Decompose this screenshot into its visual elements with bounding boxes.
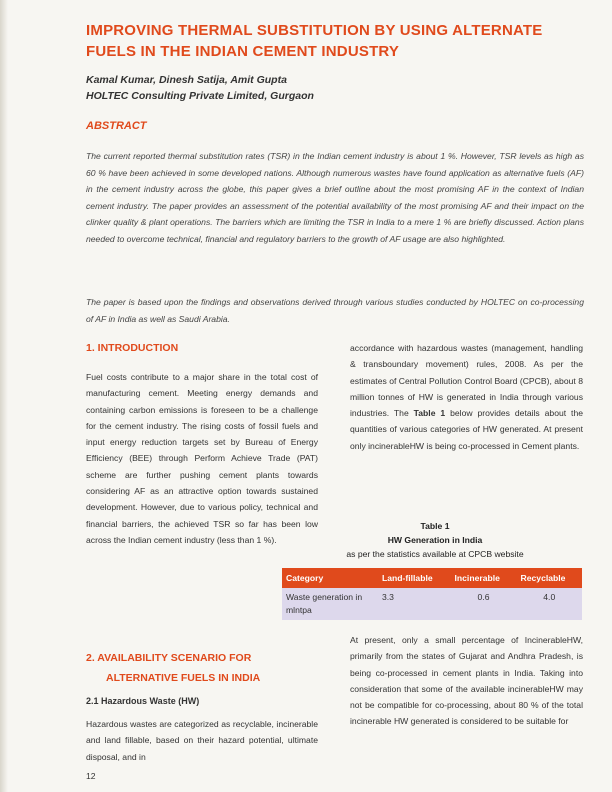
table-caption xyxy=(300,519,570,561)
affiliation: HOLTEC Consulting Private Limited, Gurgaon xyxy=(86,90,314,102)
right-column-text xyxy=(350,340,583,454)
availability-heading xyxy=(86,648,326,688)
hw-text: Hazardous wastes are categorized as recyclable, incinerable and land fillable, based on their hazard potential, ultimate disposal, and in xyxy=(86,719,318,762)
abstract-text: The current reported thermal substitution rates (TSR) in the Indian cement industry is about 1 %. However, TSR levels as high as 60 % have been achieved in some developed nations. Although numerous wastes have found application as alternative fuels (AF) in the cement industry across the globe, this paper gives a brief outline about the most promising AF in the context of Indian cement industry. The paper provides an assessment of the potential availability of the most promising AF and their impact on the clinker quality & plant operations. The barriers which are limiting the TSR in India to a mere 1 % are briefly discussed. Action plans needed to overcome technical, financial and regulatory barriers to the growth of AF usage are also highlighted. xyxy=(86,151,584,244)
table-header-cell: Category xyxy=(282,568,378,588)
right-text-a: accordance with hazardous wastes (management, handling & transboundary movement) rules, 2008. As per the estimates of Central Pollution Control Board (CPCB), about 8 million tonnes of HW is generated in India through various industries. The xyxy=(350,343,583,419)
intro-text: Fuel costs contribute to a major share in the total cost of manufacturing cement. Meeting energy demands and containing carbon emissions is foreseen to be a challenge for the cement industry. The rising costs of fossil fuels and input energy reduction targets set by Bureau of Energy Efficiency (BEE) through Perform Achieve Trade (PAT) scheme are further pushing cement plants towards considering AF as an attractive option towards sustained development. However, due to various policy, technical and financial barriers, the achieved TSR so far has been low across the Indian cement industry (less than 1 %). xyxy=(86,372,318,545)
abstract-heading: ABSTRACT xyxy=(86,120,147,132)
paper-title: IMPROVING THERMAL SUBSTITUTION BY USING ALTERNATE FUELS IN THE INDIAN CEMENT INDUSTRY xyxy=(86,22,543,60)
table-caption-source: as per the statistics available at CPCB website xyxy=(346,549,524,559)
hw-subheading: 2.1 Hazardous Waste (HW) xyxy=(86,696,200,706)
availability-heading-line1: 2. AVAILABILITY SCENARIO FOR xyxy=(86,652,252,664)
basis-text: The paper is based upon the findings and observations derived through various studies conducted by HOLTEC on co-processing of AF in India as well as Saudi Arabia. xyxy=(86,297,584,324)
authors: Kamal Kumar, Dinesh Satija, Amit Gupta xyxy=(86,74,287,86)
table-cell: Waste generation in mlntpa xyxy=(282,588,378,620)
table-cell: 0.6 xyxy=(451,588,517,620)
table-row xyxy=(282,588,582,620)
table-cell: 4.0 xyxy=(517,588,582,620)
author-block xyxy=(86,72,566,104)
availability-heading-line2: ALTERNATIVE FUELS IN INDIA xyxy=(106,672,261,684)
table-header-cell: Land-fillable xyxy=(378,568,451,588)
intro-heading: 1. INTRODUCTION xyxy=(86,342,179,354)
right-text-b: below provides details about the quantities of various categories of HW generated. At present only incinerableHW is being co-processed in Cement plants. xyxy=(350,408,584,451)
table-header-cell: Incinerable xyxy=(451,568,517,588)
table-caption-title: HW Generation in India xyxy=(387,535,483,545)
table-caption-number: Table 1 xyxy=(420,521,450,531)
right-column-text-2: At present, only a small percentage of IncinerableHW, primarily from the states of Gujarat and Andhra Pradesh, is being co-processed in cement plants in India. Taking into consideration that some of the available incinerableHW may not be compatible for co-processing, about 80 % of the total incinerable HW generated is considered to be suitable for xyxy=(350,635,583,727)
page-number: 12 xyxy=(86,771,96,781)
table-header-cell: Recyclable xyxy=(517,568,582,588)
table-cell: 3.3 xyxy=(378,588,451,620)
table-header-row xyxy=(282,568,582,588)
page-edge-shadow xyxy=(0,0,8,792)
table-reference: Table 1 xyxy=(413,408,446,419)
hw-generation-table xyxy=(282,568,582,620)
